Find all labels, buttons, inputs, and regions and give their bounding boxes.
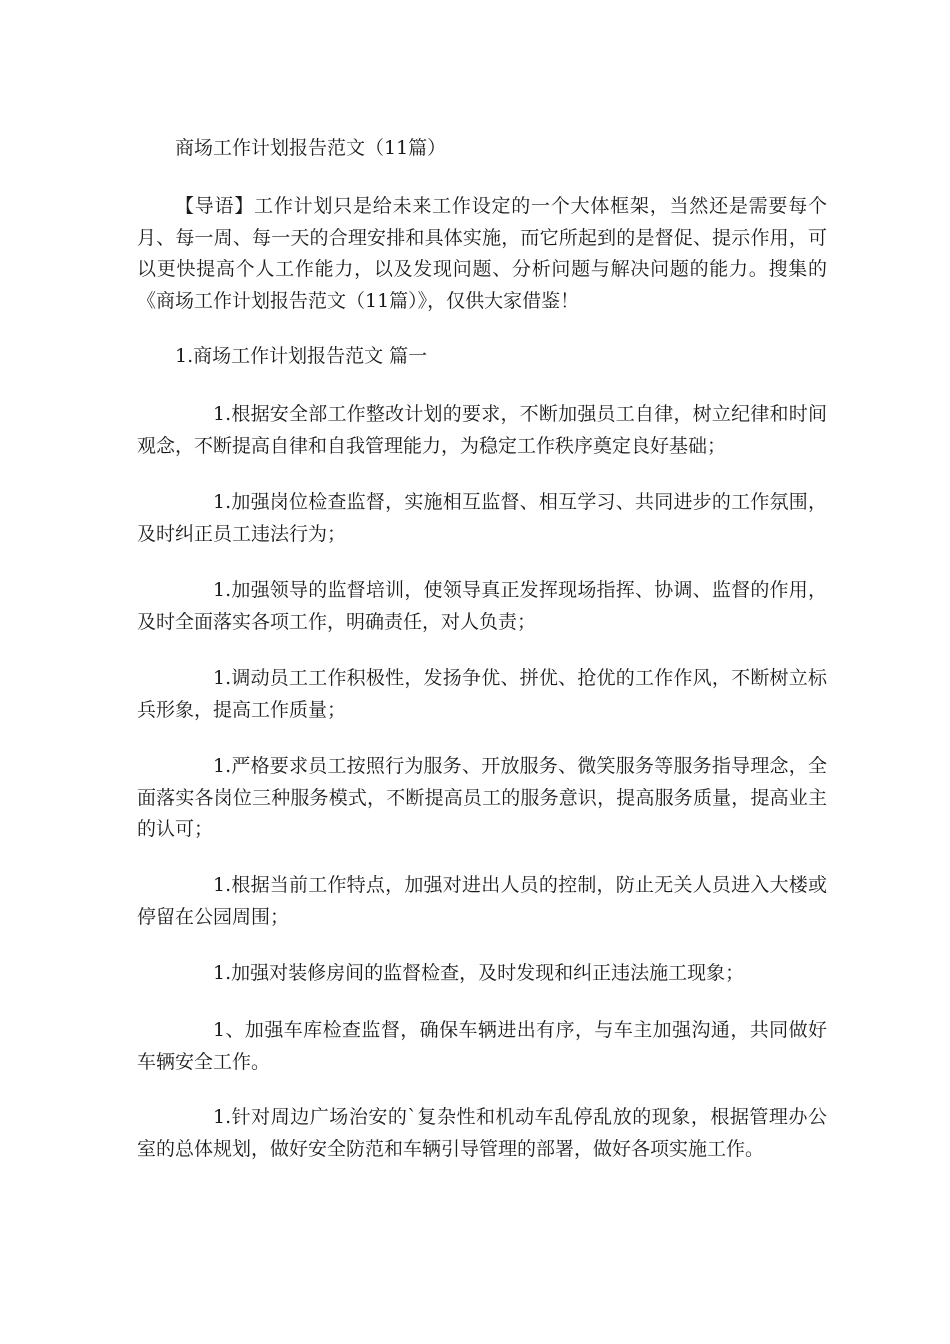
plan-item-1: 1.根据安全部工作整改计划的要求，不断加强员工自律，树立纪律和时间观念，不断提高自律和自我管理能力，为稳定工作秩序奠定良好基础； [137, 403, 827, 457]
plan-item-9: 1.针对周边广场治安的`复杂性和机动车乱停乱放的现象，根据管理办公室的总体规划，做好安全防范和车辆引导管理的部署，做好各项实施工作。 [137, 1106, 827, 1160]
plan-item-2: 1.加强岗位检查监督，实施相互监督、相互学习、共同进步的工作氛围，及时纠正员工违法行为； [137, 491, 827, 545]
plan-item-5: 1.严格要求员工按照行为服务、开放服务、微笑服务等服务指导理念，全面落实各岗位三种服务模式，不断提高员工的服务意识，提高服务质量，提高业主的认可； [137, 755, 827, 840]
document-title: 商场工作计划报告范文（11篇） [175, 137, 447, 159]
plan-item-3: 1.加强领导的监督培训，使领导真正发挥现场指挥、协调、监督的作用，及时全面落实各项工作，明确责任，对人负责； [137, 579, 827, 633]
plan-item-8: 1、加强车库检查监督，确保车辆进出有序，与车主加强沟通，共同做好车辆安全工作。 [137, 1019, 827, 1073]
plan-item-4: 1.调动员工工作积极性，发扬争优、拼优、抢优的工作作风，不断树立标兵形象，提高工作质量； [137, 667, 827, 721]
plan-item-6: 1.根据当前工作特点，加强对进出人员的控制，防止无关人员进入大楼或停留在公园周围； [137, 874, 827, 928]
plan-item-7: 1.加强对装修房间的监督检查，及时发现和纠正违法施工现象； [213, 962, 745, 984]
intro-paragraph: 【导语】工作计划只是给未来工作设定的一个大体框架，当然还是需要每个月、每一周、每一天的合理安排和具体实施，而它所起到的是督促、提示作用，可以更快提高个人工作能力，以及发现问题、分析问题与解决问题的能力。搜集的《商场工作计划报告范文（11篇）》，仅供大家借鉴！ [137, 195, 827, 312]
section-heading: 1.商场工作计划报告范文 篇一 [175, 345, 428, 367]
